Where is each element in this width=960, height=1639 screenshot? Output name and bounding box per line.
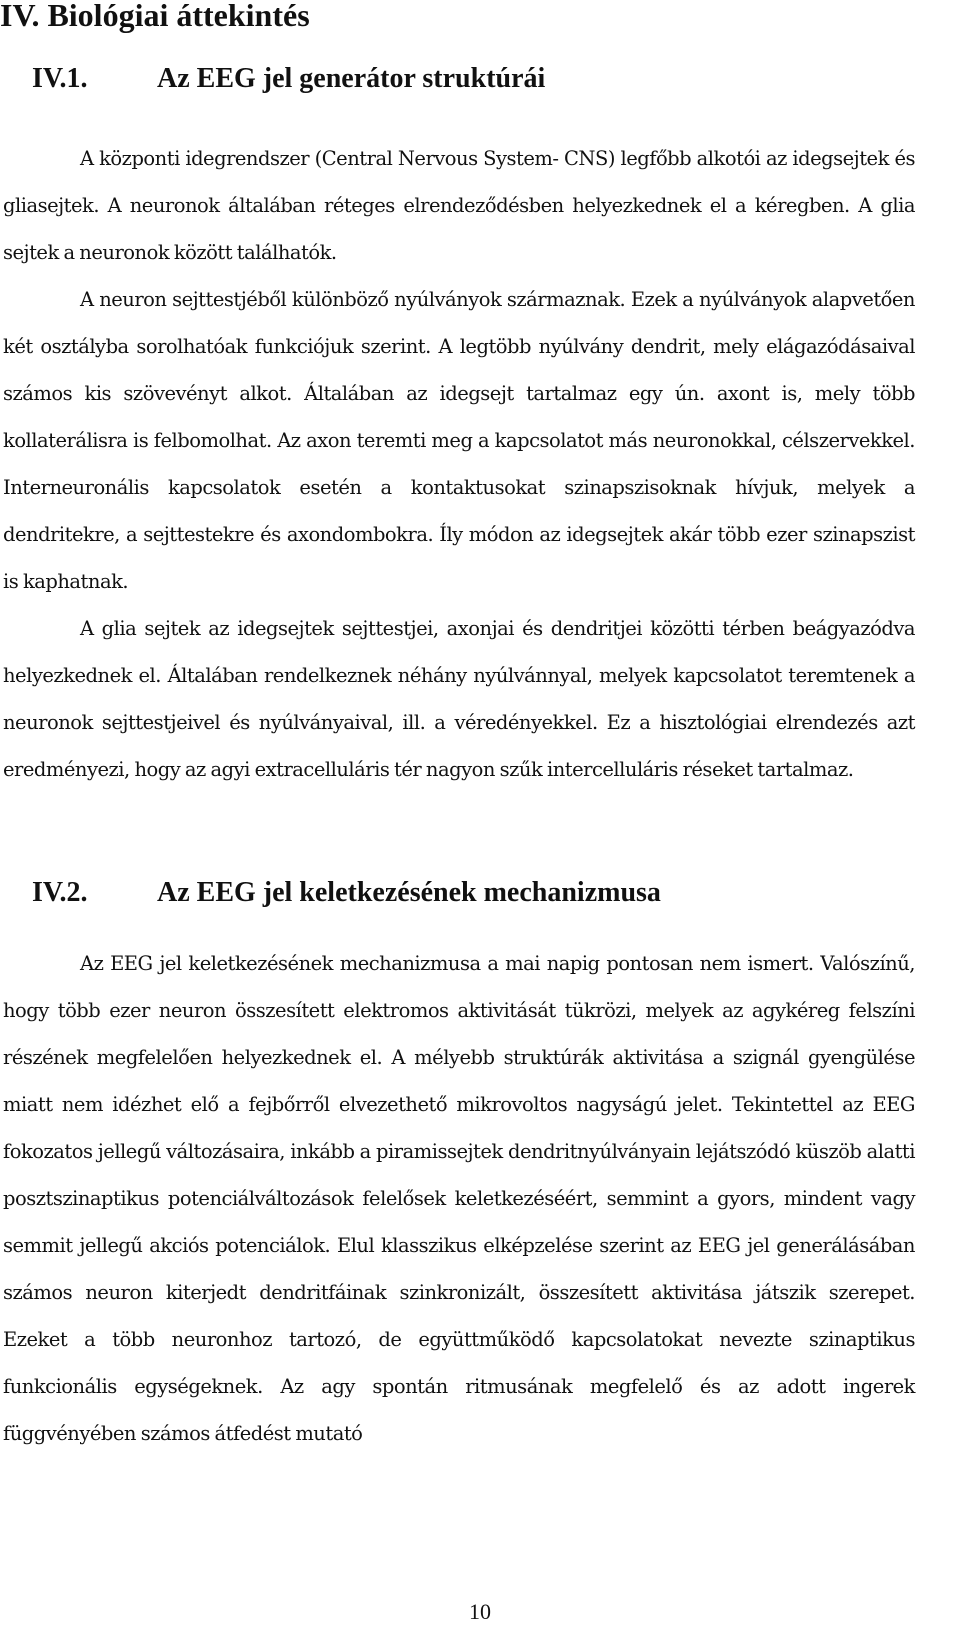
section-number: IV.1. [32,63,88,94]
page-number: 10 [469,1599,491,1624]
paragraph: A glia sejtek az idegsejtek sejttestjei, axonjai és dendritjei közötti térben beágyazódva helyezkednek el. Általában rendelkeznek néhány nyúlvánnyal, melyek kapcsolatot teremtenek a neuronok sejttestjeivel és nyúlványaival, ill. a véredényekkel. Ez a hisztológiai elrendezés azt eredményezi, hogy az agyi extracelluláris tér nagyon szűk intercelluláris réseket tartalmaz. [3,617,915,781]
chapter-title: IV. Biológiai áttekintés [0,0,310,33]
section-2-body [3,940,915,1457]
paragraph: Az EEG jel keletkezésének mechanizmusa a mai napig pontosan nem ismert. Valószínű, hogy több ezer neuron összesített elektromos aktivitását tükrözi, melyek az agykéreg felszíni részének megfelelően helyezkednek el. A mélyebb struktúrák aktivitása a szignál gyengülése miatt nem idézhet elő a fejbőrről elvezethető mikrovoltos nagyságú jelet. Tekintettel az EEG fokozatos jellegű változásaira, inkább a piramissejtek dendritnyúlványain lejátszódó küszöb alatti posztszinaptikus potenciálváltozások felelősek keletkezéséért, semmint a gyors, mindent vagy semmit jellegű akciós potenciálok. Elul klasszikus elképzelése szerint az EEG jel generálásában számos neuron kiterjedt dendritfáinak szinkronizált, összesített aktivitása játszik szerepet. Ezeket a több neuronhoz tartozó, de együttműködő kapcsolatokat nevezte szinaptikus funkcionális egységeknek. Az agy spontán ritmusának megfelelő és az adott ingerek függvényében számos átfedést mutató [3,952,915,1445]
paragraph: A neuron sejttestjéből különböző nyúlványok származnak. Ezek a nyúlványok alapvetően két osztályba sorolhatóak funkciójuk szerint. A legtöbb nyúlvány dendrit, mely elágazódásaival számos kis szövevényt alkot. Általában az idegsejt tartalmaz egy ún. axont is, mely több kollaterálisra is felbomolhat. Az axon teremti meg a kapcsolatot más neuronokkal, célszervekkel. Interneuronális kapcsolatok esetén a kontaktusokat szinapszisoknak hívjuk, melyek a dendritekre, a sejttestekre és axondombokra. Íly módon az idegsejtek akár több ezer szinapszist is kaphatnak. [3,288,915,593]
paragraph: A központi idegrendszer (Central Nervous System- CNS) legfőbb alkotói az idegsejtek és gliasejtek. A neuronok általában réteges elrendeződésben helyezkednek el a kéregben. A glia sejtek a neuronok között találhatók. [3,147,915,264]
section-number: IV.2. [32,877,88,908]
section-1-body [3,135,915,793]
section-title: Az EEG jel generátor struktúrái [157,63,546,94]
section-title: Az EEG jel keletkezésének mechanizmusa [157,877,661,908]
